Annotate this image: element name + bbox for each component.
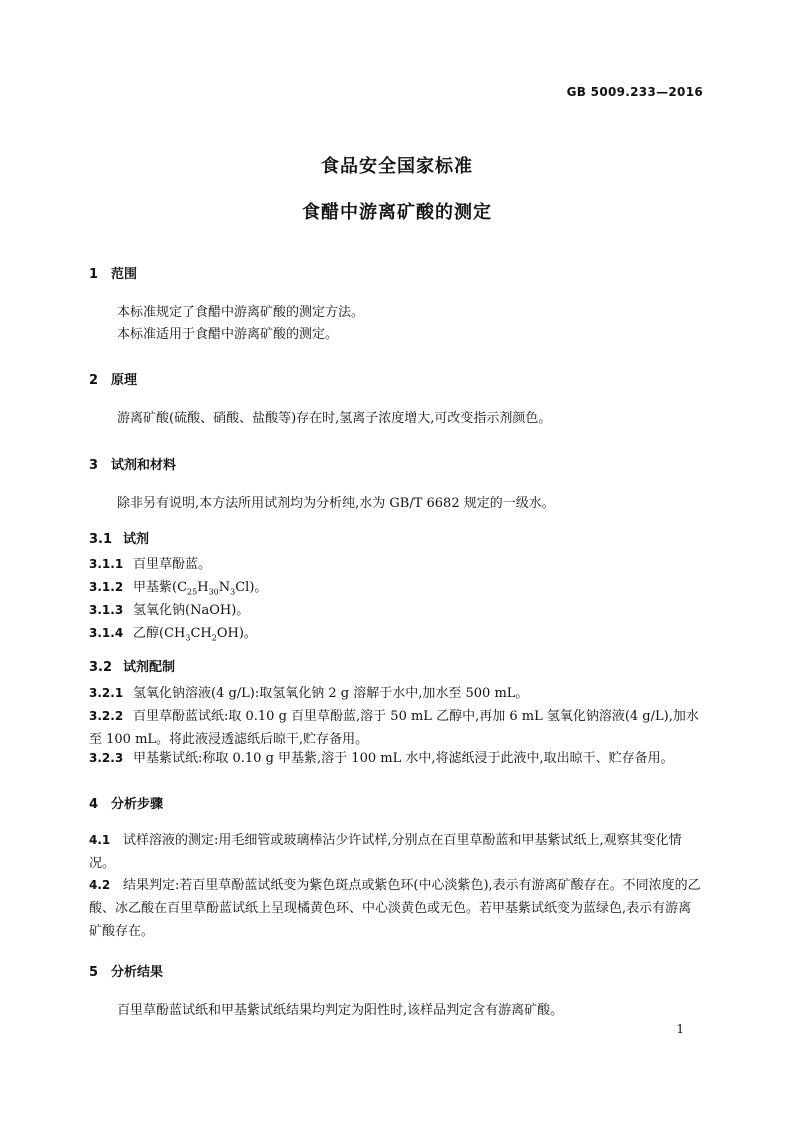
item-4-2: 4.2 结果判定:若百里草酚蓝试纸变为紫色斑点或紫色环(中心淡紫色),表示有游离矿酸存在。不同浓度的乙酸、冰乙酸在百里草酚蓝试纸上呈现橘黄色环、中心淡黄色或无色。若甲基紫试纸变为蓝绿色,表示有游离矿酸存在。 [89, 878, 701, 939]
page-number: 1 [676, 1022, 684, 1036]
standard-code: GB 5009.233—2016 [566, 85, 703, 99]
section-2-heading [89, 369, 137, 388]
section-number: 4 [89, 797, 99, 812]
item-3-1-3: 3.1.3 氢氧化钠(NaOH)。 [89, 603, 250, 618]
section-2-paragraph-1: 游离矿酸(硫酸、硝酸、盐酸等)存在时,氢离子浓度增大,可改变指示剂颜色。 [117, 411, 552, 426]
section-number: 3.2 [89, 660, 113, 675]
section-3-2-heading [89, 656, 175, 675]
section-4-heading [89, 793, 163, 812]
section-title: 原理 [111, 373, 138, 388]
section-number: 3 [89, 458, 99, 473]
item-3-2-1: 3.2.1 氢氧化钠溶液(4 g/L):取氢氧化钠 2 g 溶解于水中,加水至 500 mL。 [89, 686, 529, 701]
item-3-1-4: 3.1.4 乙醇$(CH_3CH_2OH)$。 [89, 626, 257, 643]
section-number: 5 [89, 965, 99, 980]
item-3-1-1: 3.1.1 百里草酚蓝。 [89, 557, 212, 572]
section-1-paragraph-2: 本标准适用于食醋中游离矿酸的测定。 [117, 327, 339, 342]
section-title: 分析步骤 [111, 797, 164, 812]
section-title: 分析结果 [111, 965, 164, 980]
section-5-heading [89, 961, 163, 980]
section-1-paragraph-1: 本标准规定了食醋中游离矿酸的测定方法。 [117, 305, 365, 320]
section-3-paragraph-1: 除非另有说明,本方法所用试剂均为分析纯,水为 GB/T 6682 规定的一级水。 [117, 496, 555, 511]
document-title-line2: 食醋中游离矿酸的测定 [302, 202, 492, 223]
section-title: 试剂 [123, 532, 150, 547]
section-title: 试剂和材料 [111, 458, 177, 473]
item-3-2-3: 3.2.3 甲基紫试纸:称取 0.10 g 甲基紫,溶于 100 mL 水中,将滤纸浸于此液中,取出晾干、贮存备用。 [89, 751, 674, 766]
section-number: 1 [89, 267, 99, 282]
section-5-paragraph-1: 百里草酚蓝试纸和甲基紫试纸结果均判定为阳性时,该样品判定含有游离矿酸。 [117, 1003, 564, 1018]
section-title: 试剂配制 [123, 660, 176, 675]
document-title-line1: 食品安全国家标准 [321, 156, 473, 177]
section-1-heading [89, 263, 137, 282]
section-title: 范围 [111, 267, 138, 282]
section-3-1-heading [89, 528, 149, 547]
item-3-1-2: 3.1.2 甲基紫$(C_{25}H_{30}N_3Cl)$。 [89, 580, 268, 597]
item-4-1: 4.1 试样溶液的测定:用毛细管或玻璃棒沾少许试样,分别点在百里草酚蓝和甲基紫试纸上,观察其变化情况。 [89, 833, 682, 871]
item-3-2-2: 3.2.2 百里草酚蓝试纸:取 0.10 g 百里草酚蓝,溶于 50 mL 乙醇中,再加 6 mL 氢氧化钠溶液(4 g/L),加水至 100 mL。将此液浸透滤纸后晾干,贮存备用。 [89, 709, 699, 747]
section-number: 3.1 [89, 532, 113, 547]
section-3-heading [89, 454, 176, 473]
section-number: 2 [89, 373, 99, 388]
